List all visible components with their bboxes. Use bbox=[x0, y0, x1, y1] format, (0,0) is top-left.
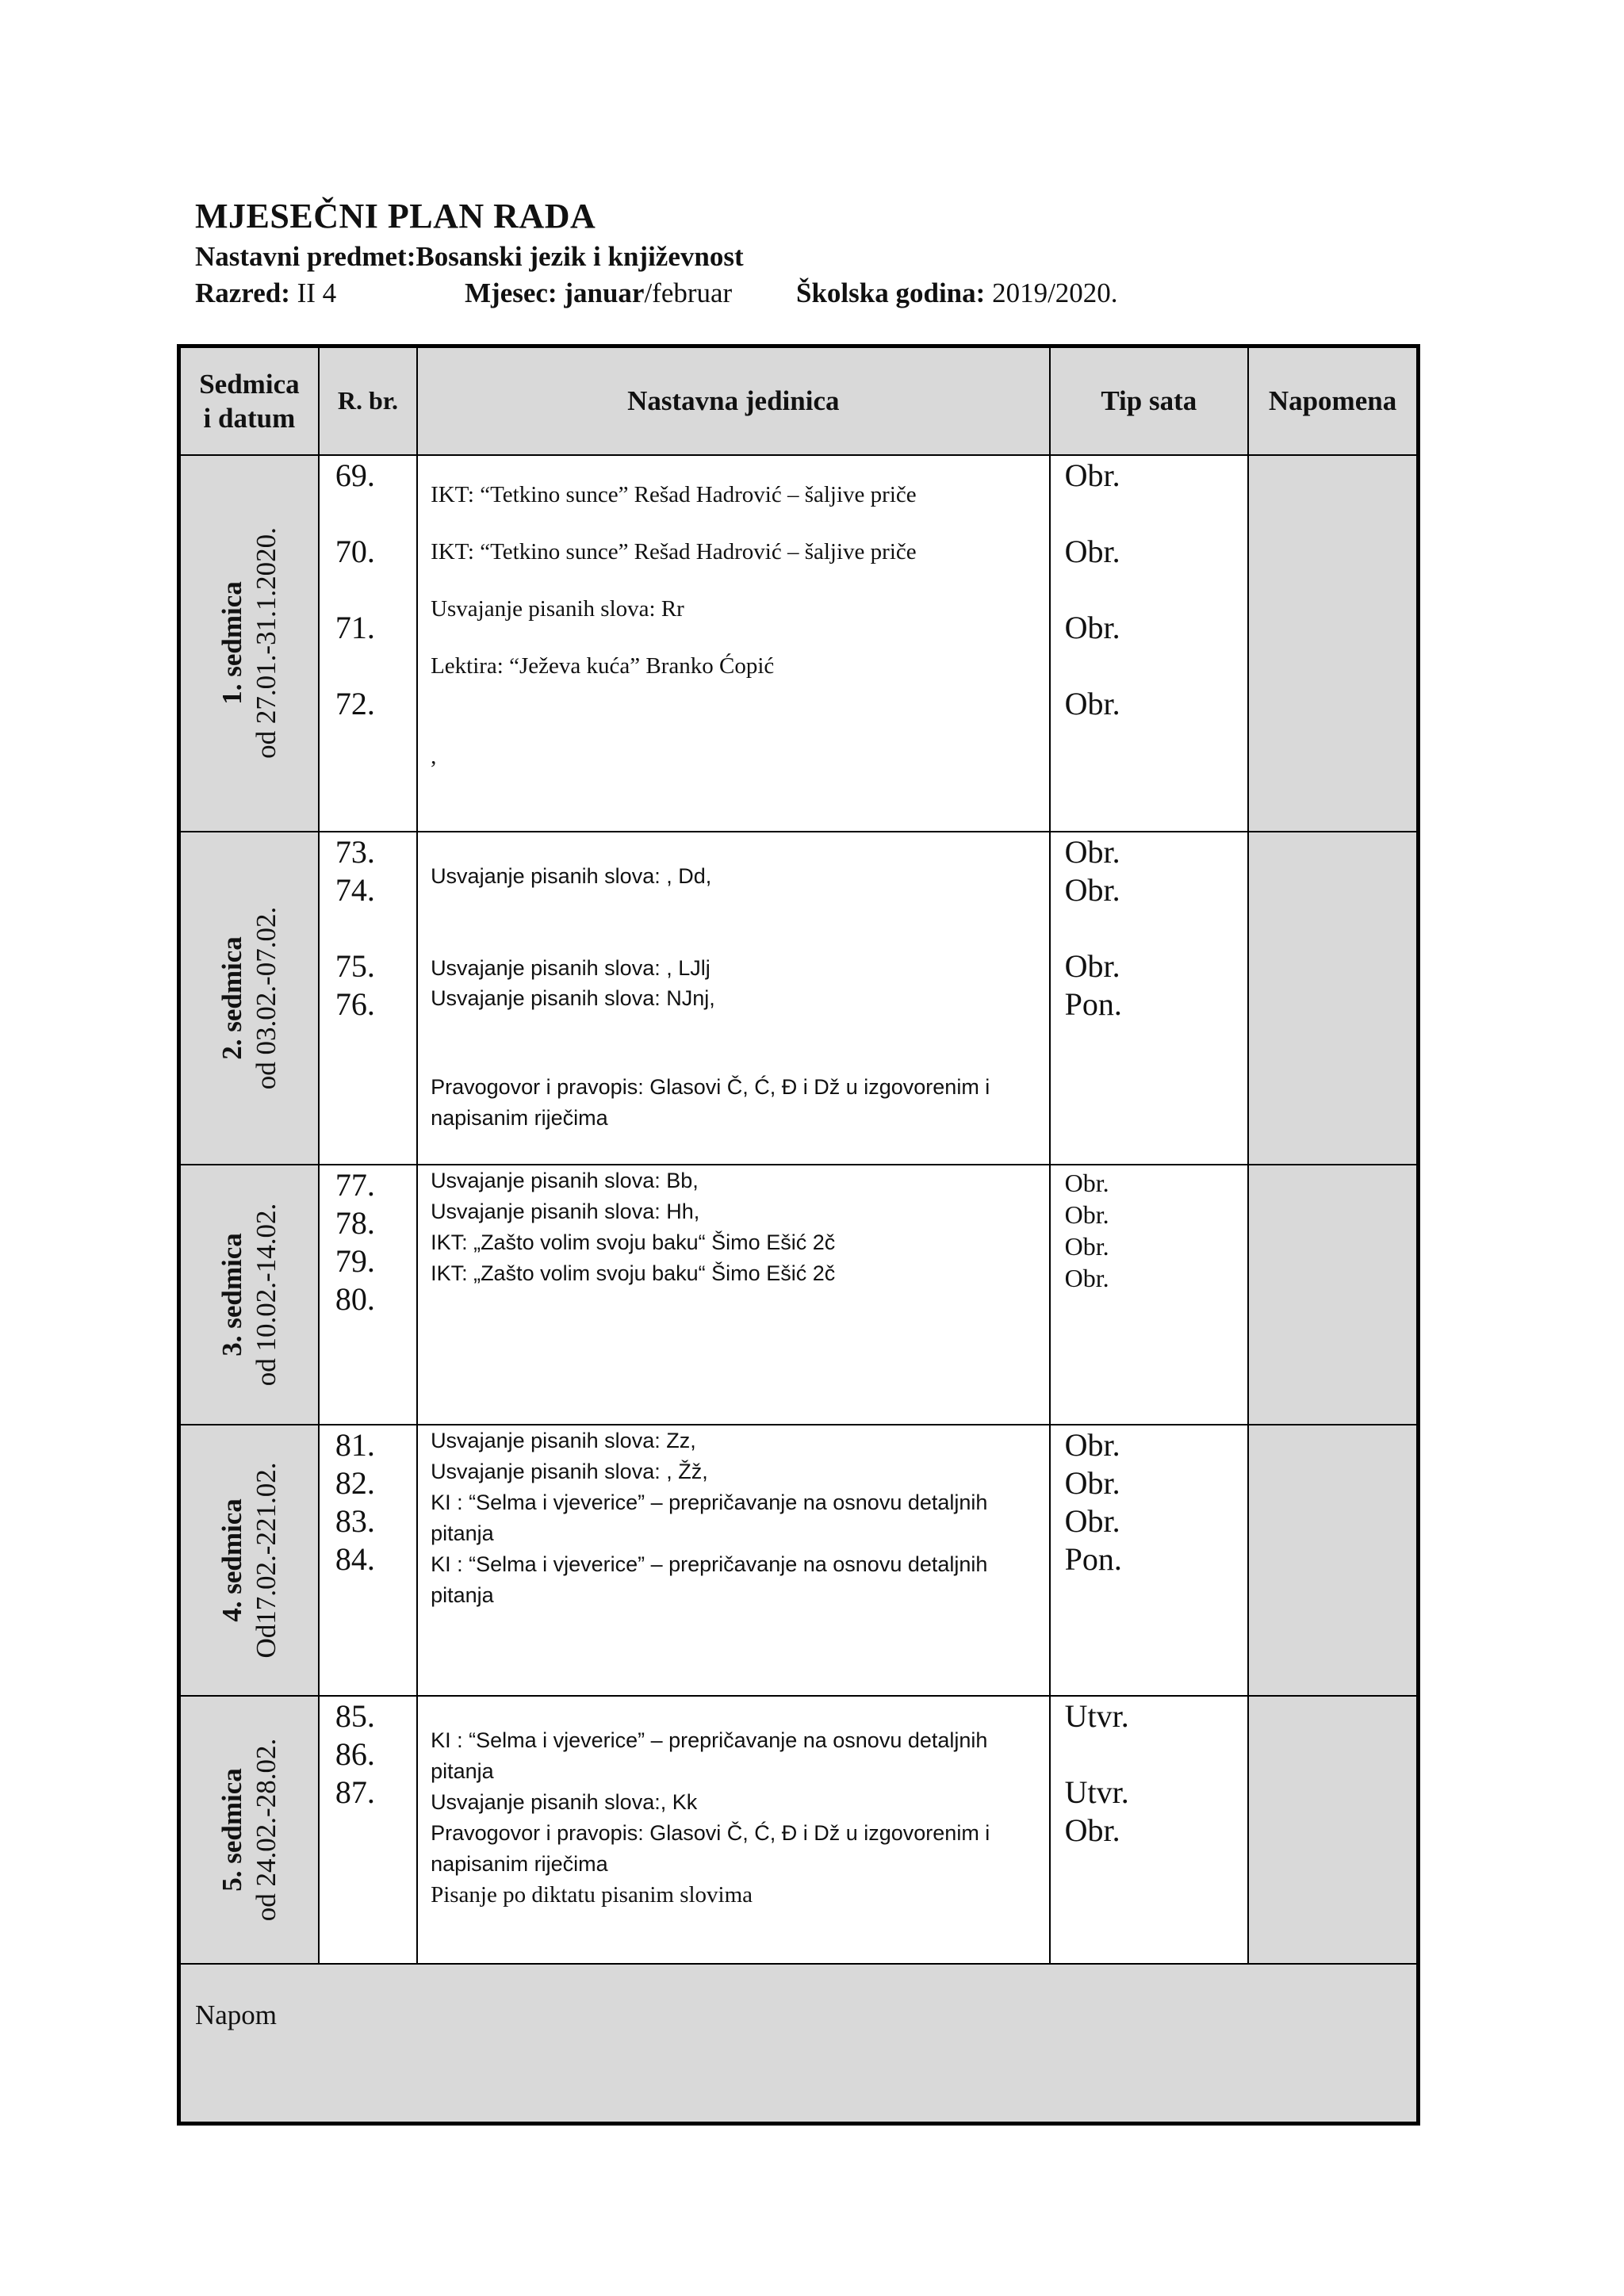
lesson-item: pitanja bbox=[431, 1521, 494, 1545]
week-label: 4. sedmica bbox=[216, 1498, 248, 1622]
row-number: 87. bbox=[335, 1774, 375, 1810]
row-number: 82. bbox=[335, 1464, 375, 1501]
note-cell bbox=[1248, 1696, 1418, 1964]
row-number: 72. bbox=[335, 685, 375, 721]
type-cell bbox=[1050, 1696, 1248, 1964]
week-date: Od17.02.-221.02. bbox=[251, 1462, 282, 1658]
number-cell bbox=[319, 832, 417, 1165]
lesson-item: Pravogovor i pravopis: Glasovi Č, Ć, Đ i Dž u izgovorenim i bbox=[431, 1820, 990, 1845]
row-number: 85. bbox=[335, 1697, 375, 1734]
week-label: 3. sedmica bbox=[216, 1232, 248, 1357]
number-cell bbox=[319, 1425, 417, 1696]
header-number: R. br. bbox=[319, 346, 417, 455]
month-value: /februar bbox=[644, 277, 733, 308]
lesson-type: Obr. bbox=[1064, 871, 1120, 908]
lesson-type: Obr. bbox=[1064, 1168, 1109, 1197]
lesson-type: Obr. bbox=[1064, 947, 1120, 984]
table-row bbox=[179, 455, 1419, 832]
lesson-type: Obr. bbox=[1064, 1263, 1109, 1292]
row-number: 76. bbox=[335, 985, 375, 1022]
row-number: 77. bbox=[335, 1166, 375, 1203]
lesson-type: Obr. bbox=[1064, 1464, 1120, 1501]
row-number: 69. bbox=[335, 457, 375, 493]
lesson-type: Obr. bbox=[1064, 1426, 1120, 1463]
lesson-item: KI : “Selma i vjeverice” – prepričavanje na osnovu detaljnih bbox=[431, 1490, 988, 1514]
grade-value: II 4 bbox=[289, 277, 337, 308]
note-cell bbox=[1248, 455, 1418, 832]
row-number: 83. bbox=[335, 1502, 375, 1539]
lesson-item: Usvajanje pisanih slova: Bb, bbox=[431, 1168, 699, 1192]
note-cell bbox=[1248, 1425, 1418, 1696]
lesson-type: Utvr. bbox=[1064, 1697, 1129, 1734]
lesson-type: Obr. bbox=[1064, 533, 1120, 569]
row-number: 70. bbox=[335, 533, 375, 569]
header-note: Napomena bbox=[1248, 346, 1418, 455]
lesson-item: Pisanje po diktatu pisanim slovima bbox=[431, 1881, 753, 1908]
lesson-type: Utvr. bbox=[1064, 1774, 1129, 1810]
lesson-item: Usvajanje pisanih slova:, Kk bbox=[431, 1789, 698, 1814]
month-label: Mjesec: januar bbox=[465, 277, 645, 308]
subject-label: Nastavni predmet: bbox=[195, 241, 416, 272]
unit-cell bbox=[417, 455, 1050, 832]
lesson-type: Obr. bbox=[1064, 833, 1120, 870]
unit-cell bbox=[417, 1165, 1050, 1425]
type-cell bbox=[1050, 1165, 1248, 1425]
table-header-row bbox=[179, 346, 1419, 455]
lesson-type: Obr. bbox=[1064, 609, 1120, 645]
lesson-type: Obr. bbox=[1064, 1812, 1120, 1848]
type-cell bbox=[1050, 455, 1248, 832]
week-cell bbox=[179, 1696, 319, 1964]
lesson-item: Usvajanje pisanih slova: , LJlj bbox=[431, 955, 710, 980]
week-label: 5. sedmica bbox=[216, 1767, 248, 1892]
lesson-item: , bbox=[431, 743, 437, 769]
row-number: 73. bbox=[335, 833, 375, 870]
lesson-type: Pon. bbox=[1064, 1540, 1122, 1577]
lesson-item: Usvajanje pisanih slova: , Žž, bbox=[431, 1459, 708, 1483]
lesson-item: IKT: „Zašto volim svoju baku“ Šimo Ešić 2č bbox=[431, 1261, 836, 1285]
week-cell bbox=[179, 1425, 319, 1696]
row-number: 78. bbox=[335, 1204, 375, 1241]
document-header bbox=[195, 194, 1464, 312]
unit-cell bbox=[417, 1425, 1050, 1696]
page-title: MJESEČNI PLAN RADA bbox=[195, 197, 596, 235]
plan-table bbox=[177, 344, 1420, 2126]
header-type: Tip sata bbox=[1050, 346, 1248, 455]
week-date: od 27.01.-31.1.2020. bbox=[251, 527, 282, 759]
lesson-item: Lektira: “Ježeva kuća” Branko Ćopić bbox=[431, 652, 775, 679]
lesson-type: Obr. bbox=[1064, 457, 1120, 493]
lesson-item: Usvajanje pisanih slova: Rr bbox=[431, 595, 684, 622]
lesson-item: napisanim riječima bbox=[431, 1851, 608, 1876]
note-cell bbox=[1248, 832, 1418, 1165]
week-date: od 10.02.-14.02. bbox=[251, 1203, 282, 1386]
table-row bbox=[179, 1696, 1419, 1964]
row-number: 79. bbox=[335, 1242, 375, 1279]
row-number: 80. bbox=[335, 1280, 375, 1317]
week-date: od 03.02.-07.02. bbox=[251, 906, 282, 1089]
unit-cell bbox=[417, 1696, 1050, 1964]
grade-label: Razred: bbox=[195, 277, 290, 308]
header-unit: Nastavna jedinica bbox=[417, 346, 1050, 455]
lesson-item: Usvajanje pisanih slova: NJnj, bbox=[431, 985, 715, 1010]
type-cell bbox=[1050, 832, 1248, 1165]
footer-label: Napom bbox=[195, 1999, 278, 2030]
note-cell bbox=[1248, 1165, 1418, 1425]
lesson-item: pitanja bbox=[431, 1758, 494, 1783]
year-value: 2019/2020. bbox=[985, 277, 1118, 308]
lesson-type: Pon. bbox=[1064, 985, 1122, 1022]
week-label: 2. sedmica bbox=[216, 936, 248, 1060]
year-label: Školska godina: bbox=[796, 277, 986, 308]
type-cell bbox=[1050, 1425, 1248, 1696]
lesson-item: Usvajanje pisanih slova: , Dd, bbox=[431, 863, 712, 888]
week-cell bbox=[179, 1165, 319, 1425]
grade-month-year-line bbox=[195, 275, 1464, 312]
lesson-item: Pravogovor i pravopis: Glasovi Č, Ć, Đ i Dž u izgovorenim i bbox=[431, 1074, 990, 1099]
week-date: od 24.02.-28.02. bbox=[251, 1738, 282, 1921]
lesson-item: Usvajanje pisanih slova: Zz, bbox=[431, 1428, 696, 1452]
row-number: 74. bbox=[335, 871, 375, 908]
lesson-item: IKT: “Tetkino sunce” Rešad Hadrović – šaljive priče bbox=[431, 538, 917, 564]
lesson-item: IKT: „Zašto volim svoju baku“ Šimo Ešić 2č bbox=[431, 1230, 836, 1254]
week-cell bbox=[179, 832, 319, 1165]
table-row bbox=[179, 1165, 1419, 1425]
subject-line bbox=[195, 239, 1464, 275]
lesson-type: Obr. bbox=[1064, 685, 1120, 721]
number-cell bbox=[319, 455, 417, 832]
table-footer-row bbox=[179, 1964, 1419, 2124]
table-row bbox=[179, 832, 1419, 1165]
week-label: 1. sedmica bbox=[216, 581, 248, 705]
lesson-item: Usvajanje pisanih slova: Hh, bbox=[431, 1199, 700, 1223]
lesson-item: pitanja bbox=[431, 1582, 494, 1607]
lesson-item: KI : “Selma i vjeverice” – prepričavanje na osnovu detaljnih bbox=[431, 1728, 988, 1752]
lesson-type: Obr. bbox=[1064, 1200, 1109, 1229]
subject-value: Bosanski jezik i književnost bbox=[416, 241, 744, 272]
lesson-type: Obr. bbox=[1064, 1231, 1109, 1261]
footer-cell bbox=[179, 1964, 1419, 2124]
lesson-item: IKT: “Tetkino sunce” Rešad Hadrović – šaljive priče bbox=[431, 481, 917, 507]
row-number: 71. bbox=[335, 609, 375, 645]
number-cell bbox=[319, 1696, 417, 1964]
lesson-item: napisanim riječima bbox=[431, 1105, 608, 1130]
number-cell bbox=[319, 1165, 417, 1425]
unit-cell bbox=[417, 832, 1050, 1165]
row-number: 81. bbox=[335, 1426, 375, 1463]
row-number: 86. bbox=[335, 1735, 375, 1772]
row-number: 75. bbox=[335, 947, 375, 984]
row-number: 84. bbox=[335, 1540, 375, 1577]
lesson-type: Obr. bbox=[1064, 1502, 1120, 1539]
week-cell bbox=[179, 455, 319, 832]
header-week: Sedmica i datum bbox=[179, 346, 319, 455]
lesson-item: KI : “Selma i vjeverice” – prepričavanje na osnovu detaljnih bbox=[431, 1552, 988, 1576]
table-row bbox=[179, 1425, 1419, 1696]
